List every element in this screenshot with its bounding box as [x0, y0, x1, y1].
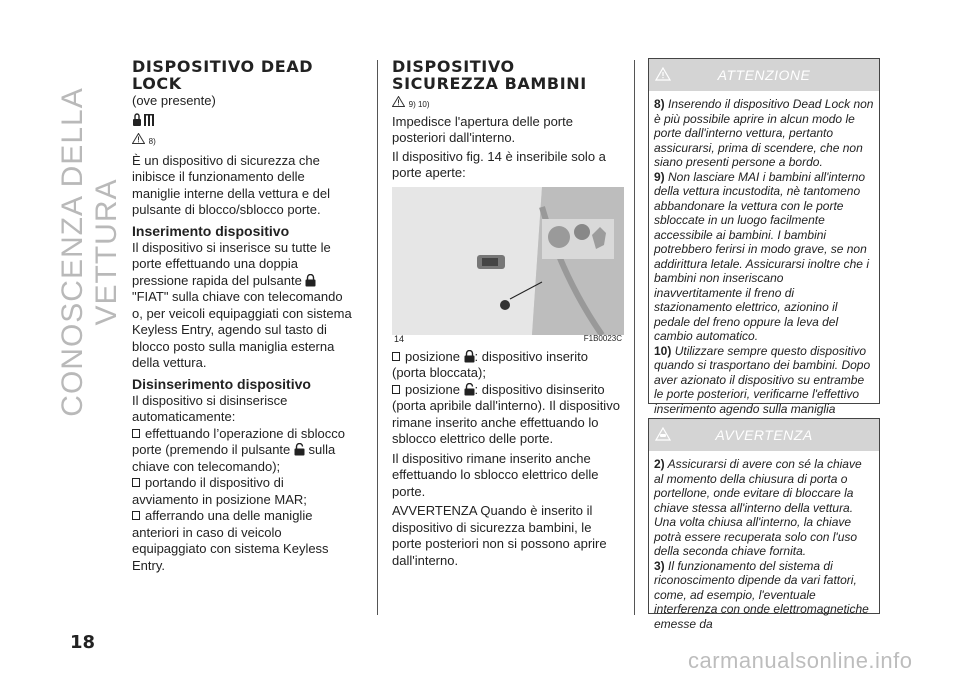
- item-number: 3): [654, 558, 665, 573]
- bullet-item: [392, 382, 624, 448]
- chapter-title-text: CONOSCENZA DELLA VETTURA: [56, 87, 123, 417]
- bullet-text: effettuando l’operazione di sblocco porte (premendo il pulsante: [132, 425, 345, 457]
- warning-triangle-icon: [132, 133, 145, 144]
- dead-lock-title: [132, 58, 352, 92]
- item-text: Inserendo il dispositivo Dead Lock non è più possibile aprire in alcun modo le porte dall'interno vettura, pertanto assicurarsi, prima di scendere, che non siano presenti persone a bordo.: [654, 97, 874, 169]
- title-line: DISPOSITIVO DEAD: [132, 57, 314, 76]
- title-line: DISPOSITIVO: [392, 57, 515, 76]
- insert-heading: Inserimento dispositivo: [132, 222, 290, 239]
- item-text: Assicurarsi di avere con sé la chiave al momento della chiusura di porta o portellone, onde evitare di bloccare la chiave stessa all'interno della vettura. Una volta chiusa all'interno, la chiave potrà essere recuperata solo con l'uso della seconda chiave fornita.: [654, 457, 862, 558]
- child-safety-warning: AVVERTENZA Quando è inserito il dispositivo di sicurezza bambini, le porte posteriori non si possono aprire dall'interno.: [392, 503, 607, 568]
- item-text: Il funzionamento del sistema di riconoscimento dipende da vari fattori, come, ad esempio, l'eventuale interferenza con onde elettromagnetiche emesse da: [654, 558, 869, 631]
- attention-header: [649, 59, 879, 91]
- chapter-title: [56, 18, 124, 478]
- warning-title: AVVERTENZA: [715, 427, 813, 443]
- warning-header: [649, 419, 879, 451]
- lock-icon: [305, 274, 316, 287]
- child-safety-title: [392, 58, 624, 92]
- bullet-item: portando il dispositivo di avviamento in posizione MAR;: [132, 475, 352, 508]
- bullet-text: : dispositivo inserito (porta bloccata);: [392, 348, 588, 380]
- warning-item: [654, 559, 874, 632]
- page-number: 18: [70, 632, 96, 653]
- disinsert-paragraph: Il dispositivo si disinserisce automaticamente:: [132, 392, 288, 424]
- child-safety-section: [392, 58, 624, 569]
- warning-text: [649, 457, 879, 631]
- column-divider: [634, 60, 635, 615]
- figure-14-image: [392, 187, 624, 344]
- child-safety-note: Il dispositivo rimane inserito anche effettuando lo sblocco elettrico delle porte.: [392, 450, 599, 499]
- insert-paragraph: [132, 240, 352, 372]
- item-text: Utilizzare sempre questo dispositivo quando si trasportano dei bambini. Dopo aver azionato il dispositivo su entrambe le porte posteriori, verificarne l'effettivo inserimento agendo sulla maniglia: [654, 343, 871, 416]
- column-divider: [377, 60, 378, 615]
- attention-title: ATTENZIONE: [717, 67, 811, 83]
- bullet-text: sulla chiave con telecomando);: [132, 442, 336, 474]
- bullet-item: [392, 349, 624, 382]
- attention-item: [654, 97, 874, 170]
- lock-icon: [464, 350, 475, 363]
- ref-numbers: 9) 10): [408, 100, 430, 109]
- insert-text-2: "FIAT" sulla chiave con telecomando o, per veicoli equipaggiati con sistema Keyless Entry, agendo sul tasto di blocco posto sulla maniglia esterna della vettura.: [132, 289, 352, 370]
- warning-ref: [132, 132, 352, 151]
- item-number: 2): [654, 457, 665, 471]
- unlock-icon: [464, 383, 475, 396]
- bullet-text: posizione: [405, 348, 464, 364]
- item-number: 9): [654, 169, 665, 184]
- watermark: carmanualsonline.info: [688, 648, 913, 673]
- warning-box: [648, 418, 880, 631]
- figure-code: F1B0023C: [583, 334, 622, 343]
- door-lock-illustration: [392, 187, 624, 335]
- bullet-text: posizione: [405, 381, 464, 397]
- attention-text: [649, 97, 879, 431]
- car-warning-icon: [655, 427, 671, 441]
- dead-lock-description: È un dispositivo di sicurezza che inibisce il funzionamento delle maniglie interne della vettura e del pulsante di blocco/sblocco porte.: [132, 152, 331, 217]
- bullet-item: afferrando una delle maniglie anteriori in caso di veicolo equipaggiato con sistema Keyless Entry.: [132, 508, 352, 574]
- warning-item: [654, 457, 874, 559]
- item-text: Non lasciare MAI i bambini all'interno della vettura incustodita, nè tantomeno abbandonare la vettura con le porte sbloccate in un luogo facilmente accessibile ai bambini. I bambini potrebbero ferirsi in modo grave, se non addirittura letale. Assicurarsi inoltre che i bambini non inseriscano inavvertitamente il freno di stazionamento elettrico, azionino il pedale del freno oppure la leva del cambio automatico.: [654, 169, 869, 343]
- child-safety-description: Impedisce l'apertura delle porte posteriori dall'interno.: [392, 113, 573, 145]
- dead-lock-key-icon: [132, 113, 352, 132]
- dead-lock-section: [132, 58, 352, 574]
- attention-item: [654, 170, 874, 344]
- bullet-item: [132, 426, 352, 476]
- child-safety-instruction: Il dispositivo fig. 14 è inseribile solo a porte aperte:: [392, 148, 606, 180]
- title-line: LOCK: [132, 74, 182, 93]
- title-line: SICUREZZA BAMBINI: [392, 74, 587, 93]
- item-number: 8): [654, 97, 665, 111]
- warning-ref: [392, 95, 624, 114]
- item-number: 10): [654, 343, 672, 358]
- disinsert-heading: Disinserimento dispositivo: [132, 375, 311, 392]
- bullet-text: : dispositivo disinserito (porta apribile dall'interno). Il dispositivo rimane inserito anche effettuando lo sblocco elettrico delle porte.: [392, 381, 620, 446]
- optional-note: (ove presente): [132, 93, 216, 108]
- warning-triangle-icon: [392, 96, 405, 107]
- attention-box: [648, 58, 880, 416]
- figure-number: 14: [394, 334, 405, 344]
- warning-triangle-icon: [655, 67, 671, 81]
- unlock-icon: [294, 443, 305, 456]
- insert-text-1: Il dispositivo si inserisce su tutte le porte effettuando una doppia pressione rapida del pulsante: [132, 239, 331, 288]
- ref-number: 8): [148, 137, 156, 146]
